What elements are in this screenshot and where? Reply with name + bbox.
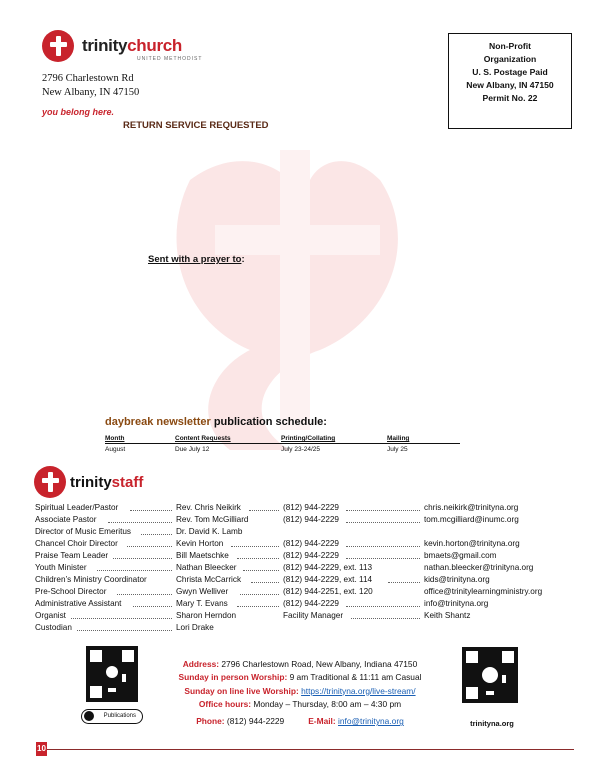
schedule-cell-content: Due July 12 — [175, 446, 210, 453]
leader-dots — [346, 522, 420, 523]
contact-phone-email — [150, 715, 450, 728]
staff-name: Dr. David K. Lamb — [176, 527, 243, 536]
postage-line-1: Non-Profit — [488, 41, 531, 51]
address-line-1: 2796 Charlestown Rd — [42, 73, 134, 84]
watermark-logo — [120, 120, 460, 460]
staff-phone: (812) 944-2229 — [283, 515, 339, 524]
staff-wordmark-staff: staff — [111, 474, 144, 491]
qr-caption: trinityna.org — [470, 719, 514, 728]
sent-with-prayer-label: Sent with a prayer to — [148, 254, 242, 265]
sunday-person-value: 9 am Traditional & 11:11 am Casual — [287, 672, 422, 683]
postage-indicia — [448, 33, 572, 129]
staff-phone: (812) 944-2229, ext. 113 — [283, 563, 373, 572]
staff-email[interactable]: kids@trinityna.org — [424, 575, 490, 584]
postage-line-3: U. S. Postage Paid — [472, 67, 548, 77]
staff-role: Children’s Ministry Coordinator — [35, 575, 147, 584]
leader-dots — [249, 510, 279, 511]
live-stream-link[interactable]: https://trinityna.org/live-stream/ — [301, 685, 416, 696]
leader-dots — [130, 510, 172, 511]
address-label: Address: — [182, 659, 220, 669]
schedule-header-month: Month — [105, 435, 125, 442]
postage-line-5: Permit No. 22 — [482, 93, 538, 103]
leader-dots — [240, 594, 279, 595]
wordmark-church: church — [127, 36, 183, 55]
schedule-cell-printing: July 23-24/25 — [281, 446, 321, 453]
leader-dots — [71, 618, 172, 619]
cross-flame-icon — [42, 30, 74, 62]
contact-address — [150, 658, 450, 671]
staff-role: Chancel Choir Director — [35, 539, 118, 548]
publications-icon — [84, 711, 94, 721]
staff-role: Administrative Assistant — [35, 599, 122, 608]
staff-wordmark-trinity: trinity — [70, 474, 112, 491]
leader-dots — [388, 582, 420, 583]
cross-flame-icon — [34, 466, 66, 498]
schedule-header-row — [105, 434, 460, 444]
schedule-header-content: Content Requests — [175, 435, 231, 442]
qr-code-publications[interactable] — [86, 646, 138, 702]
contact-office-hours — [150, 698, 450, 711]
leader-dots — [231, 546, 279, 547]
address-line-2: New Albany, IN 47150 — [42, 87, 140, 98]
schedule-header-mailing: Mailing — [387, 435, 410, 442]
footer-rule — [47, 749, 574, 750]
email-link[interactable]: info@trinityna.org — [338, 716, 404, 727]
staff-phone: (812) 944-2229 — [283, 539, 339, 548]
church-logo — [42, 30, 74, 62]
staff-phone: (812) 944-2229 — [283, 599, 339, 608]
staff-email[interactable]: bmaets@gmail.com — [424, 551, 497, 560]
staff-role: Director of Music Emeritus — [35, 527, 131, 536]
contact-sunday-online — [150, 685, 450, 698]
page-number: 10 — [36, 742, 47, 756]
schedule-table — [105, 434, 460, 455]
leader-dots — [97, 570, 172, 571]
staff-role: Praise Team Leader — [35, 551, 109, 560]
schedule-title — [105, 416, 327, 428]
staff-phone: (812) 944-2251, ext. 120 — [283, 587, 373, 596]
staff-email[interactable]: nathan.bleecker@trinityna.org — [424, 563, 534, 572]
sent-with-prayer — [148, 254, 245, 265]
staff-email[interactable]: tom.mcgilliard@inumc.org — [424, 515, 519, 524]
staff-role: Associate Pastor — [35, 515, 97, 524]
staff-name: Gwyn Welliver — [176, 587, 229, 596]
contact-info — [150, 658, 450, 728]
address-value: 2796 Charlestown Road, New Albany, Indiana 47150 — [219, 659, 418, 669]
leader-dots — [237, 606, 279, 607]
sunday-online-label: Sunday on line live Worship: — [184, 685, 299, 696]
contact-sunday-person — [150, 671, 450, 684]
staff-role: Pre-School Director — [35, 587, 107, 596]
leader-dots — [346, 558, 420, 559]
staff-logo — [34, 466, 66, 498]
staff-wordmark — [70, 474, 143, 491]
postage-line-2: Organization — [483, 54, 537, 64]
wordmark-trinity: trinity — [82, 36, 128, 55]
staff-email[interactable]: info@trinityna.org — [424, 599, 489, 608]
tagline: you belong here. — [42, 107, 115, 117]
leader-dots — [346, 510, 420, 511]
schedule-cell-mailing: July 25 — [387, 446, 408, 453]
schedule-title-rest: publication schedule: — [210, 416, 327, 428]
leader-dots — [133, 606, 172, 607]
schedule-title-newsletter: daybreak newsletter — [105, 416, 211, 428]
staff-name-secondary: Keith Shantz — [424, 611, 471, 620]
staff-phone: (812) 944-2229 — [283, 503, 339, 512]
leader-dots — [346, 546, 420, 547]
phone-value: (812) 944-2229 — [224, 716, 285, 727]
leader-dots — [251, 582, 279, 583]
leader-dots — [351, 618, 420, 619]
leader-dots — [117, 594, 172, 595]
wordmark-subtitle: UNITED METHODIST — [137, 56, 203, 62]
leader-dots — [113, 558, 172, 559]
staff-name: Rev. Tom McGilliard — [176, 515, 249, 524]
staff-name: Kevin Horton — [176, 539, 224, 548]
staff-role: Custodian — [35, 623, 72, 632]
schedule-cell-month: August — [105, 446, 126, 453]
leader-dots — [237, 558, 279, 559]
staff-role: Organist — [35, 611, 66, 620]
leader-dots — [346, 606, 420, 607]
office-hours-label: Office hours: — [198, 698, 252, 709]
publications-badge[interactable] — [81, 709, 143, 724]
return-address — [42, 72, 139, 100]
publications-label: Publications — [103, 713, 136, 719]
qr-code-website[interactable] — [462, 647, 518, 703]
staff-name: Mary T. Evans — [176, 599, 228, 608]
staff-phone: (812) 944-2229, ext. 114 — [283, 575, 373, 584]
email-label: E-Mail: — [308, 716, 336, 727]
leader-dots — [108, 522, 172, 523]
staff-name: Lori Drake — [176, 623, 214, 632]
staff-email[interactable]: kevin.horton@trinityna.org — [424, 539, 520, 548]
staff-name: Sharon Herndon — [176, 611, 237, 620]
staff-role: Spiritual Leader/Pastor — [35, 503, 119, 512]
staff-email[interactable]: chris.neikirk@trinityna.org — [424, 503, 519, 512]
postage-line-4: New Albany, IN 47150 — [466, 80, 554, 90]
staff-phone: (812) 944-2229 — [283, 551, 339, 560]
office-hours-value: Monday – Thursday, 8:00 am – 4:30 pm — [251, 698, 402, 709]
sunday-person-label: Sunday in person Worship: — [178, 672, 288, 683]
leader-dots — [141, 534, 172, 535]
church-wordmark — [82, 36, 182, 56]
staff-name: Bill Maetschke — [176, 551, 229, 560]
phone-label: Phone: — [196, 716, 225, 727]
leader-dots — [77, 630, 172, 631]
sent-with-prayer-colon: : — [241, 254, 245, 265]
schedule-row — [105, 444, 460, 456]
staff-name: Christa McCarrick — [176, 575, 242, 584]
return-service-requested: RETURN SERVICE REQUESTED — [123, 120, 269, 131]
staff-email[interactable]: office@trinitylearningministry.org — [424, 587, 543, 596]
leader-dots — [127, 546, 172, 547]
staff-role: Youth Minister — [35, 563, 87, 572]
staff-role-secondary: Facility Manager — [283, 611, 344, 620]
leader-dots — [243, 570, 279, 571]
schedule-header-printing: Printing/Collating — [281, 435, 336, 442]
staff-name: Nathan Bleecker — [176, 563, 237, 572]
staff-name: Rev. Chris Neikirk — [176, 503, 241, 512]
